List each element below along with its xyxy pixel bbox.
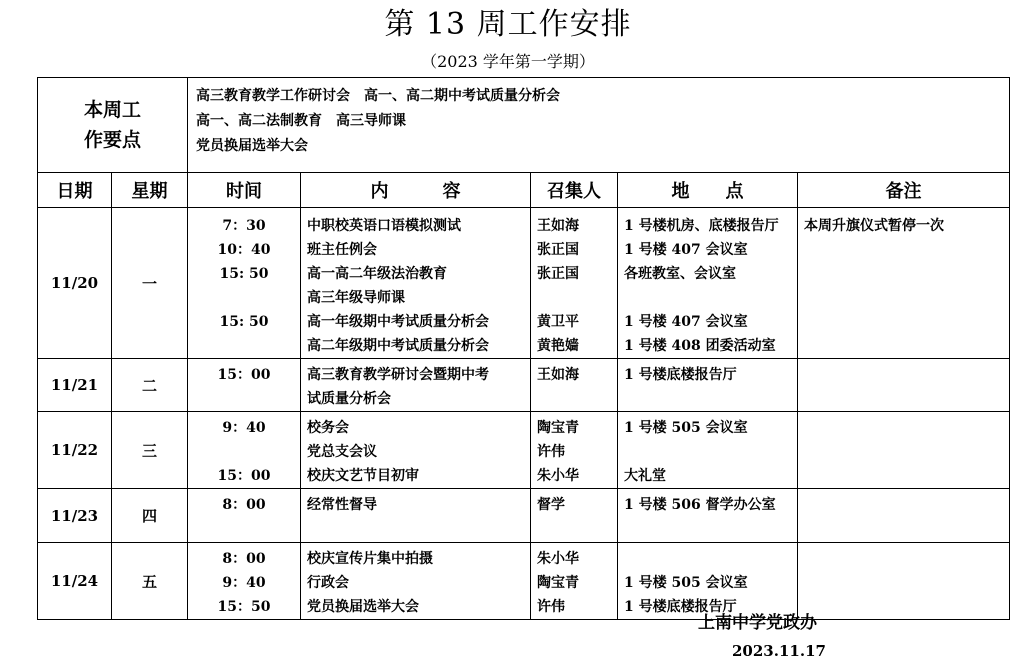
content-line: 高三教育教学研讨会暨期中考 (307, 367, 490, 383)
convener-cell (531, 412, 618, 489)
content-cell (301, 489, 531, 543)
place-cell (618, 359, 798, 412)
weekly-focus-item: 党员换届选举大会 (196, 138, 309, 154)
place-line: 1 号楼 407 会议室 (624, 314, 748, 330)
content-cell (301, 208, 531, 359)
convener-name: 朱小华 (537, 468, 580, 484)
weekly-focus-label-line: 作要点 (84, 129, 142, 151)
schedule-day-row (38, 543, 1010, 620)
place-line (618, 440, 797, 464)
time-line: 7：30 (222, 218, 266, 234)
convener-name: 许伟 (537, 599, 566, 615)
content-line: 高三年级导师课 (307, 290, 406, 306)
convener-name: 张正国 (537, 242, 580, 258)
time-line: 15：00 (217, 367, 271, 383)
convener-cell (531, 543, 618, 620)
convener-name: 陶宝青 (537, 420, 580, 436)
convener-name: 黄卫平 (537, 314, 580, 330)
content-line: 党总支会议 (307, 444, 378, 460)
place-line: 1 号楼机房、底楼报告厅 (624, 218, 779, 234)
convener-cell (531, 359, 618, 412)
convener-name: 张正国 (537, 266, 580, 282)
place-line: 1 号楼 408 团委活动室 (624, 338, 776, 354)
note-line (798, 363, 1009, 387)
time-line: 15: 50 (219, 266, 269, 282)
convener-name: 黄艳嫱 (537, 338, 580, 354)
note-line: 本周升旗仪式暂停一次 (804, 218, 945, 234)
content-line: 校务会 (307, 420, 350, 436)
time-cell (188, 208, 301, 359)
place-line: 1 号楼 505 会议室 (624, 420, 748, 436)
time-line: 9：40 (222, 575, 266, 591)
weekday-cell: 二 (112, 359, 188, 412)
note-cell (798, 489, 1010, 543)
time-cell (188, 543, 301, 620)
weekly-focus-label (38, 78, 188, 173)
place-cell (618, 489, 798, 543)
schedule-day-row (38, 412, 1010, 489)
page-subtitle: （2023 学年第一学期） (421, 52, 595, 71)
place-line (618, 547, 797, 571)
schedule-day-row (38, 208, 1010, 359)
schedule-day-row (38, 359, 1010, 412)
convener-name: 王如海 (537, 218, 580, 234)
time-cell (188, 412, 301, 489)
weekly-focus-label-line: 本周工 (84, 99, 142, 121)
date-cell: 11/21 (38, 359, 112, 412)
header-time: 时间 (188, 173, 301, 208)
convener-name: 许伟 (537, 444, 566, 460)
date-cell: 11/24 (38, 543, 112, 620)
weekday-cell: 三 (112, 412, 188, 489)
weekday-cell: 五 (112, 543, 188, 620)
time-line: 15：00 (217, 468, 271, 484)
convener-name: 陶宝青 (537, 575, 580, 591)
content-line: 试质量分析会 (307, 391, 392, 407)
schedule-table (37, 77, 1010, 620)
note-cell (798, 208, 1010, 359)
note-cell (798, 543, 1010, 620)
header-place: 地 点 (618, 173, 798, 208)
time-line (188, 440, 300, 464)
header-convener: 召集人 (531, 173, 618, 208)
content-line: 高一年级期中考试质量分析会 (307, 314, 490, 330)
time-line: 15：50 (217, 599, 271, 615)
time-line: 8：00 (222, 497, 266, 513)
convener-cell (531, 489, 618, 543)
content-line: 经常性督导 (307, 497, 378, 513)
date-cell: 11/23 (38, 489, 112, 543)
content-line: 党员换届选举大会 (307, 599, 420, 615)
time-cell (188, 489, 301, 543)
time-line (188, 387, 300, 411)
table-header-row (38, 173, 1010, 208)
place-line: 1 号楼 407 会议室 (624, 242, 748, 258)
place-line: 大礼堂 (624, 468, 667, 484)
content-line: 校庆宣传片集中拍摄 (307, 551, 434, 567)
content-line: 高一高二年级法治教育 (307, 266, 448, 282)
note-line (798, 493, 1009, 517)
note-line (798, 416, 1009, 440)
place-line: 1 号楼底楼报告厅 (624, 599, 737, 615)
weekday-cell: 四 (112, 489, 188, 543)
convener-name (531, 286, 617, 310)
weekday-cell: 一 (112, 208, 188, 359)
convener-name: 督学 (537, 497, 566, 513)
time-line: 15: 50 (219, 314, 269, 330)
convener-name: 王如海 (537, 367, 580, 383)
content-line: 行政会 (307, 575, 350, 591)
note-cell (798, 412, 1010, 489)
time-line: 9：40 (222, 420, 266, 436)
header-note: 备注 (798, 173, 1010, 208)
weekly-focus-item: 高三教育教学工作研讨会 高一、高二期中考试质量分析会 (196, 88, 561, 104)
schedule-day-row (38, 489, 1010, 543)
note-line (798, 547, 1009, 571)
place-line: 1 号楼底楼报告厅 (624, 367, 737, 383)
weekly-focus-content (188, 78, 1010, 173)
content-cell (301, 543, 531, 620)
place-cell (618, 208, 798, 359)
header-weekday: 星期 (112, 173, 188, 208)
place-line (618, 387, 797, 411)
issue-date: 2023.11.17 (732, 642, 826, 660)
weekly-focus-row (38, 78, 1010, 173)
place-line: 1 号楼 506 督学办公室 (624, 497, 776, 513)
place-line (618, 286, 797, 310)
time-cell (188, 359, 301, 412)
date-cell: 11/20 (38, 208, 112, 359)
weekly-focus-item: 高一、高二法制教育 高三导师课 (196, 113, 407, 129)
convener-name (531, 387, 617, 411)
convener-name: 朱小华 (537, 551, 580, 567)
place-line: 各班教室、会议室 (624, 266, 737, 282)
time-line (188, 286, 300, 310)
place-cell (618, 412, 798, 489)
content-cell (301, 359, 531, 412)
content-cell (301, 412, 531, 489)
header-content: 内 容 (301, 173, 531, 208)
content-line: 校庆文艺节目初审 (307, 468, 420, 484)
place-line: 1 号楼 505 会议室 (624, 575, 748, 591)
issuer-name: 上南中学党政办 (698, 613, 817, 633)
page-title: 第 13 周工作安排 (384, 7, 632, 42)
time-line: 8：00 (222, 551, 266, 567)
time-line: 10：40 (217, 242, 271, 258)
date-cell: 11/22 (38, 412, 112, 489)
header-date: 日期 (38, 173, 112, 208)
content-line: 高二年级期中考试质量分析会 (307, 338, 490, 354)
time-line (188, 334, 300, 358)
content-line: 中职校英语口语模拟测试 (307, 218, 462, 234)
convener-cell (531, 208, 618, 359)
note-cell (798, 359, 1010, 412)
content-line: 班主任例会 (307, 242, 378, 258)
